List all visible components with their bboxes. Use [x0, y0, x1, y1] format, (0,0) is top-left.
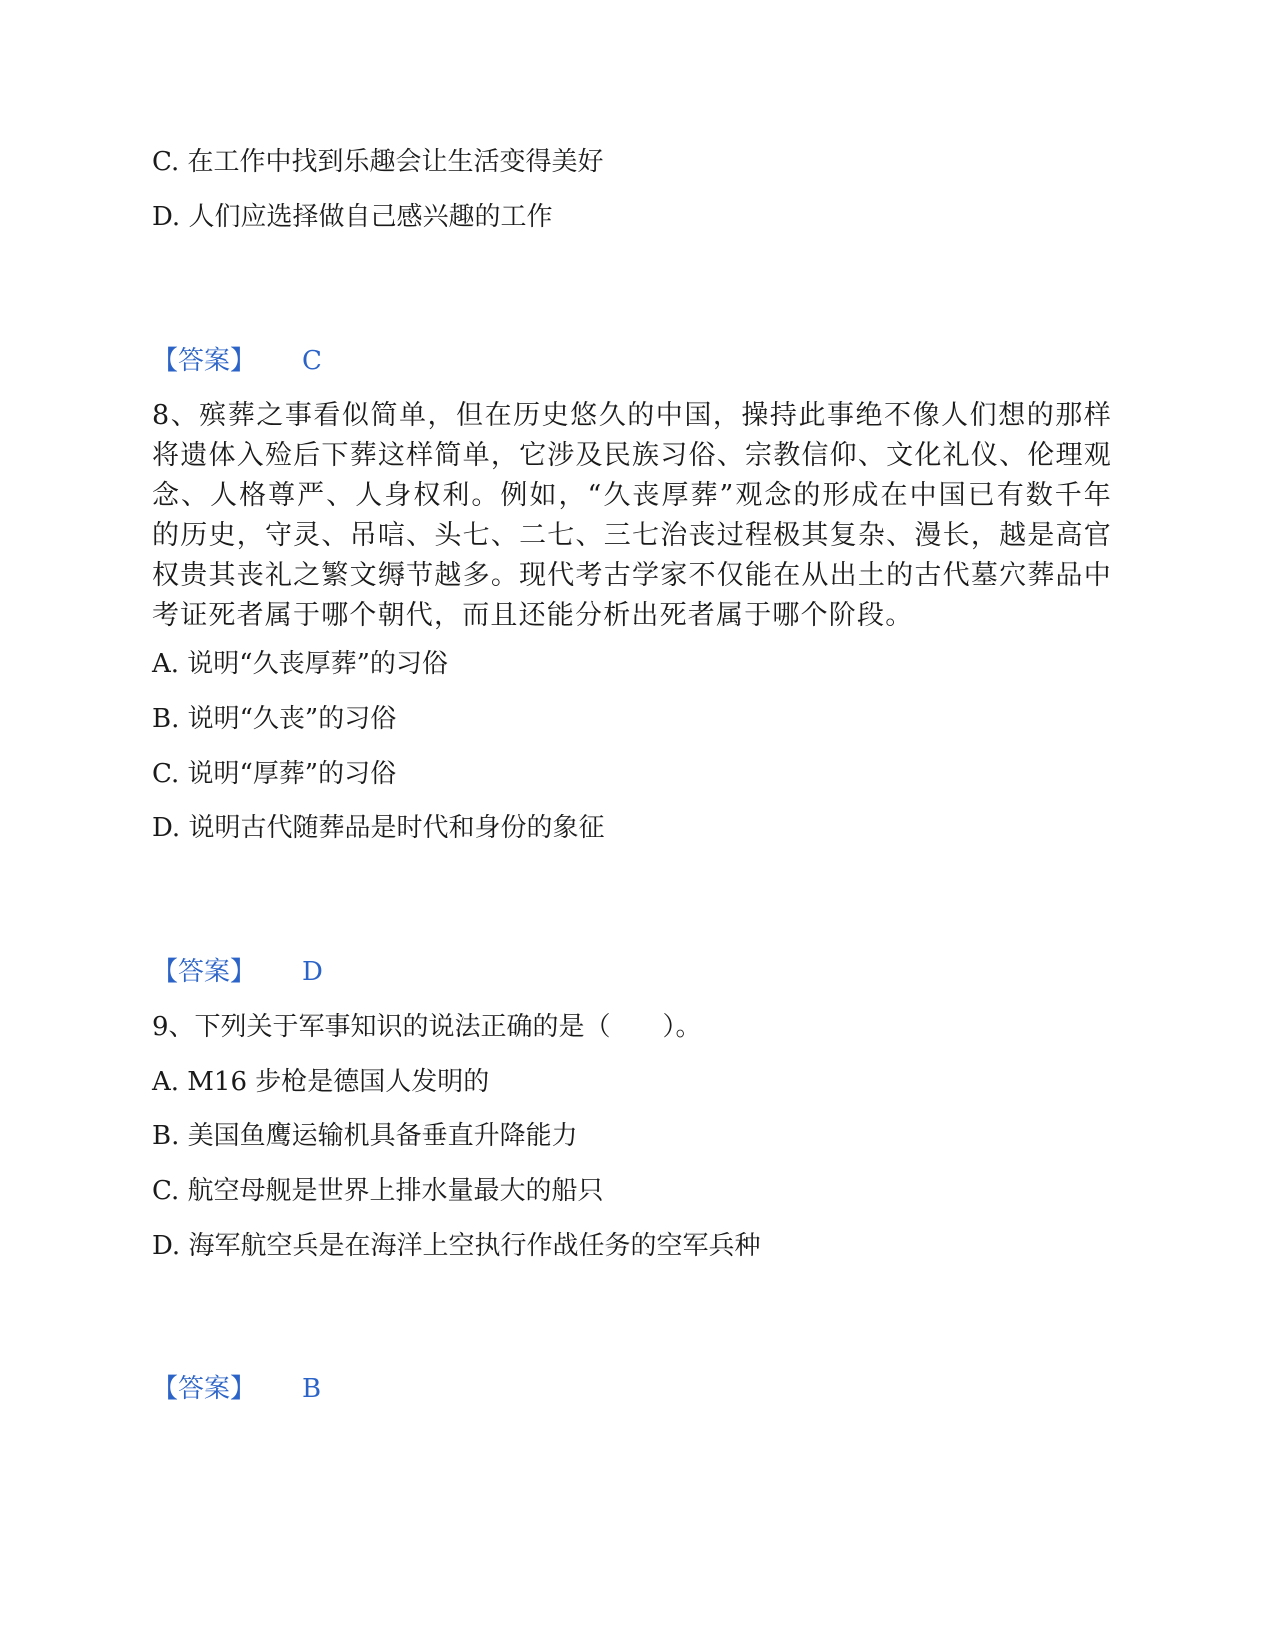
answer-label: 【答案】 — [152, 957, 257, 987]
q9-option-c: C. 航空母舰是世界上排水量最大的船只 — [152, 1176, 604, 1206]
q9-answer — [152, 1369, 321, 1409]
q9-option-a: A. M16 步枪是德国人发明的 — [152, 1067, 490, 1097]
q9-option-b: B. 美国鱼鹰运输机具备垂直升降能力 — [152, 1121, 578, 1151]
q8-option-d: D. 说明古代随葬品是时代和身份的象征 — [152, 813, 605, 843]
q7-option-d: D. 人们应选择做自己感兴趣的工作 — [152, 202, 553, 232]
answer-value: C — [302, 346, 322, 376]
answer-label: 【答案】 — [152, 1374, 257, 1404]
q7-answer — [152, 341, 322, 381]
q8-answer — [152, 952, 323, 992]
q9-option-d: D. 海军航空兵是在海洋上空执行作战任务的空军兵种 — [152, 1231, 761, 1261]
q9-stem: 9、下列关于军事知识的说法正确的是（ ）。 — [152, 1012, 702, 1042]
q8-option-a: A. 说明“久丧厚葬”的习俗 — [152, 649, 448, 679]
q8-option-b: B. 说明“久丧”的习俗 — [152, 704, 397, 734]
q8-stem: 8、殡葬之事看似简单，但在历史悠久的中国，操持此事绝不像人们想的那样将遗体入殓后下葬这样简单，它涉及民族习俗、宗教信仰、文化礼仪、伦理观念、人格尊严、人身权利。例如，“久丧厚葬”观念的形成在中国已有数千年的历史，守灵、吊唁、头七、二七、三七治丧过程极其复杂、漫长，越是高官权贵其丧礼之繁文缛节越多。现代考古学家不仅能在从出土的古代墓穴葬品中考证死者属于哪个朝代，而且还能分析出死者属于哪个阶段。 — [152, 400, 1112, 631]
answer-value: B — [302, 1374, 322, 1404]
answer-label: 【答案】 — [152, 346, 257, 376]
answer-value: D — [302, 957, 323, 987]
q7-option-c: C. 在工作中找到乐趣会让生活变得美好 — [152, 147, 604, 177]
q8-option-c: C. 说明“厚葬”的习俗 — [152, 759, 397, 789]
